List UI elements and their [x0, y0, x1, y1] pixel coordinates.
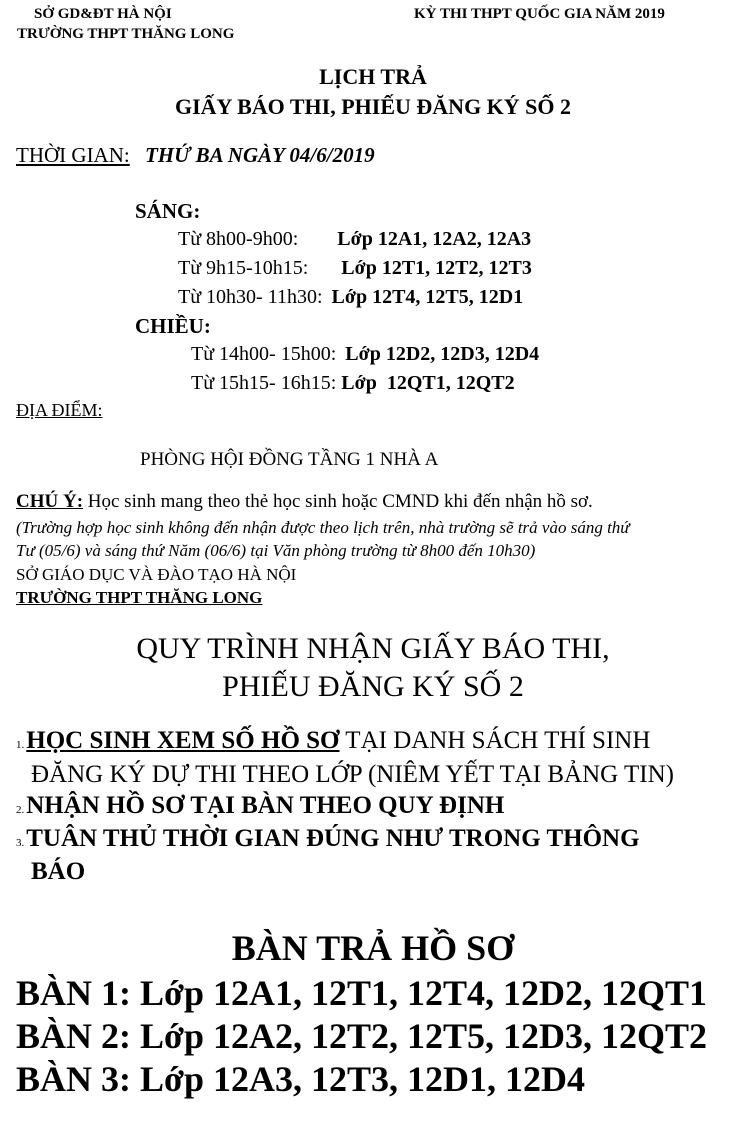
schedule-time: Từ 10h30- 11h30: — [178, 286, 323, 308]
step-1-rest: TẠI DANH SÁCH THÍ SINH — [339, 727, 651, 754]
time-label: THỜI GIAN: — [16, 143, 130, 167]
procedure-step-1-line2: ĐĂNG KÝ DỰ THI THEO LỚP (NIÊM YẾT TẠI BẢNG TIN) — [31, 761, 674, 788]
step-1-bold: HỌC SINH XEM SỐ HỒ SƠ — [26, 727, 340, 754]
note-italic-line1: (Trường hợp học sinh không đến nhận được theo lịch trên, nhà trường sẽ trả vào sáng thứ — [16, 518, 630, 537]
schedule-time: Từ 8h00-9h00: — [178, 228, 299, 250]
procedure-title-line1: QUY TRÌNH NHẬN GIẤY BÁO THI, — [136, 632, 610, 665]
schedule-classes: Lớp 12QT1, 12QT2 — [341, 372, 515, 394]
procedure-step-2 — [16, 792, 504, 820]
doc-title-line1: LỊCH TRẢ — [319, 64, 427, 89]
schedule-classes: Lớp 12D2, 12D3, 12D4 — [345, 343, 540, 365]
org-line1: SỞ GIÁO DỤC VÀ ĐÀO TẠO HÀ NỘI — [16, 565, 297, 584]
schedule-row — [191, 343, 539, 366]
location-value: PHÒNG HỘI ĐỒNG TẦNG 1 NHÀ A — [140, 449, 439, 470]
schedule-classes: Lớp 12T1, 12T2, 12T3 — [341, 257, 532, 279]
schedule-row — [191, 372, 515, 395]
desk-row: BÀN 2: Lớp 12A2, 12T2, 12T5, 12D3, 12QT2 — [16, 1016, 707, 1056]
time-value: THỨ BA NGÀY 04/6/2019 — [144, 143, 375, 167]
doc-title-line2: GIẤY BÁO THI, PHIẾU ĐĂNG KÝ SỐ 2 — [174, 94, 572, 119]
procedure-title-line2: PHIẾU ĐĂNG KÝ SỐ 2 — [222, 670, 524, 703]
procedure-step-3 — [16, 825, 640, 853]
schedule-row — [178, 286, 523, 309]
desk-row: BÀN 1: Lớp 12A1, 12T1, 12T4, 12D2, 12QT1 — [16, 973, 707, 1013]
schedule-row — [178, 228, 531, 251]
header-school-name: TRƯỜNG THPT THĂNG LONG — [17, 26, 235, 42]
afternoon-label: CHIỀU: — [135, 314, 211, 338]
step-3-text: TUÂN THỦ THỜI GIAN ĐÚNG NHƯ TRONG THÔNG — [26, 825, 640, 852]
step-number: 1. — [16, 739, 25, 751]
procedure-step-3-line2: BÁO — [31, 858, 86, 885]
note-italic-line2: Tư (05/6) và sáng thứ Năm (06/6) tại Văn phòng trường từ 8h00 đến 10h30) — [16, 541, 536, 560]
step-2-text: NHẬN HỒ SƠ TẠI BÀN THEO QUY ĐỊNH — [26, 792, 505, 819]
location-label: ĐỊA ĐIỂM: — [16, 400, 103, 420]
desks-title: BÀN TRẢ HỒ SƠ — [231, 928, 515, 968]
note-row — [16, 491, 593, 513]
header-exam-name: KỲ THI THPT QUỐC GIA NĂM 2019 — [414, 6, 665, 22]
note-label: CHÚ Ý: — [16, 491, 84, 512]
time-row — [16, 143, 375, 168]
org-line2: TRƯỜNG THPT THĂNG LONG — [16, 588, 263, 607]
morning-label: SÁNG: — [135, 199, 201, 223]
schedule-time: Từ 9h15-10h15: — [178, 257, 309, 279]
procedure-step-1 — [16, 727, 650, 755]
schedule-time: Từ 14h00- 15h00: — [191, 343, 337, 365]
desk-row: BÀN 3: Lớp 12A3, 12T3, 12D1, 12D4 — [16, 1059, 585, 1099]
header-school-dept: SỞ GD&ĐT HÀ NỘI — [34, 6, 172, 22]
schedule-row — [178, 257, 532, 280]
schedule-classes: Lớp 12T4, 12T5, 12D1 — [331, 286, 524, 308]
step-number: 2. — [16, 804, 25, 816]
note-text: Học sinh mang theo thẻ học sinh hoặc CMND khi đến nhận hồ sơ. — [83, 491, 593, 512]
step-number: 3. — [16, 837, 25, 849]
schedule-time: Từ 15h15- 16h15: — [191, 372, 337, 394]
schedule-classes: Lớp 12A1, 12A2, 12A3 — [337, 228, 532, 250]
